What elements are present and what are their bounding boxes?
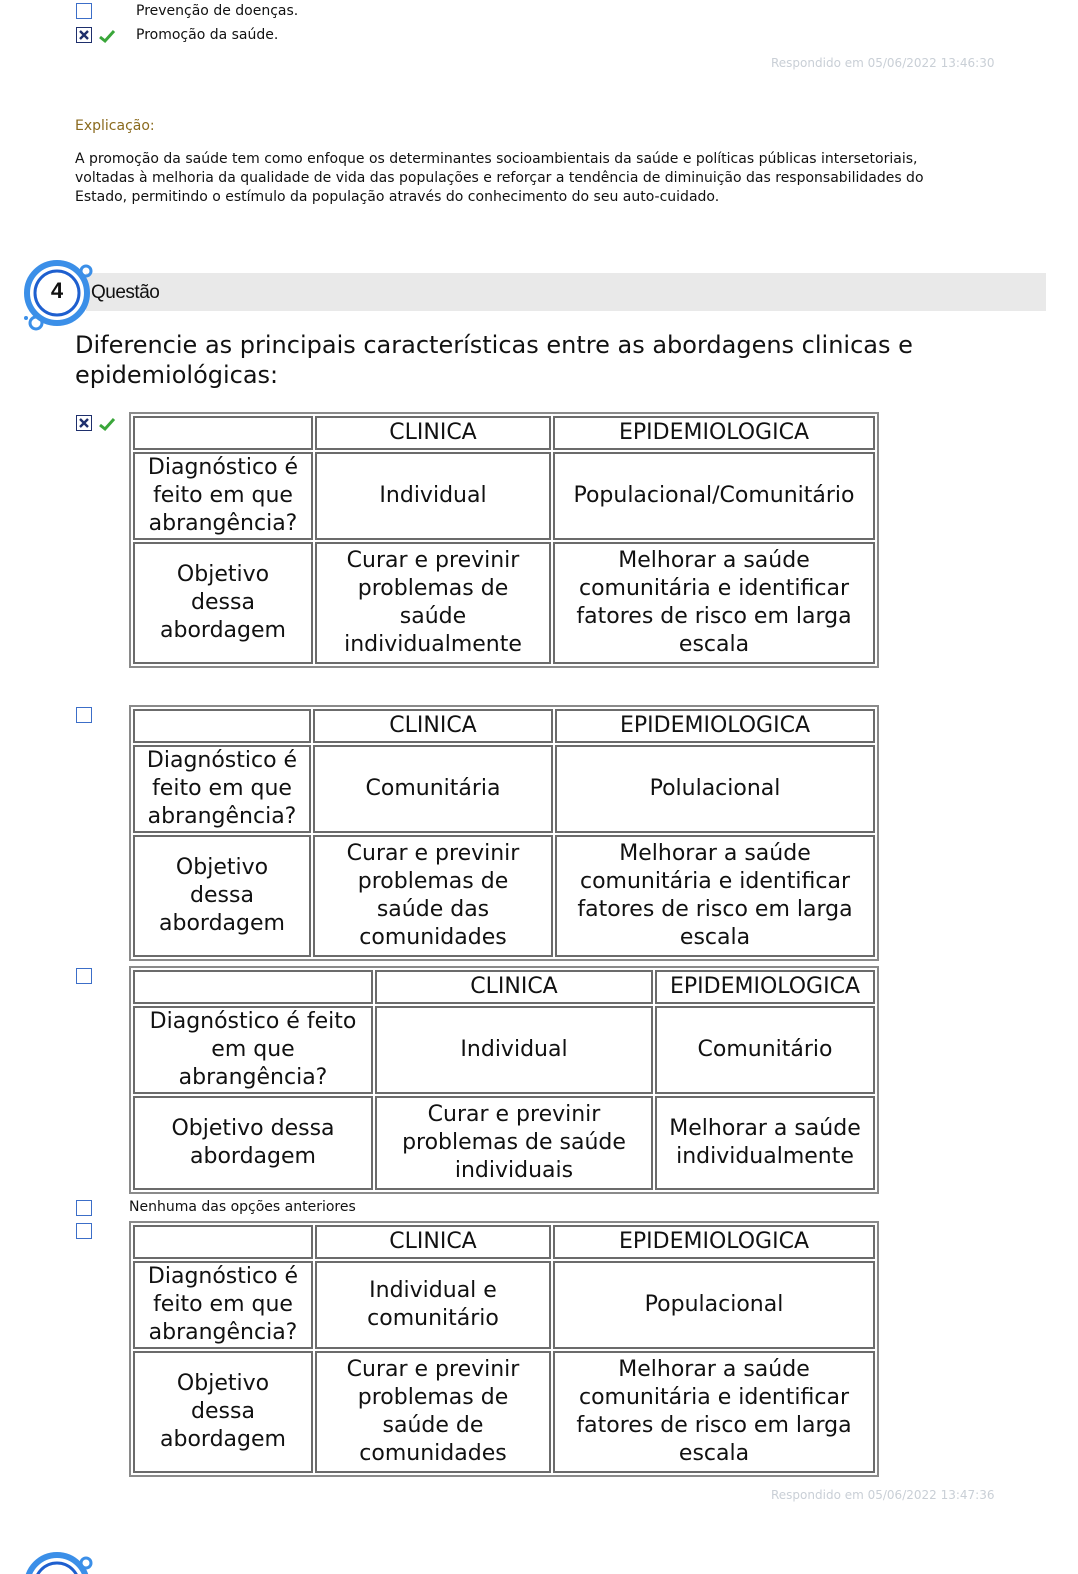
table-cell: Curar e previnir problemas de saúde de comunidades bbox=[315, 1351, 551, 1473]
table-cell: Melhorar a saúde comunitária e identificar fatores de risco em larga escala bbox=[553, 542, 875, 664]
table-cell-row-label: Diagnóstico é feito em que abrangência? bbox=[133, 1261, 313, 1349]
question-header-bar bbox=[86, 273, 1046, 311]
table-cell: Curar e previnir problemas de saúde individualmente bbox=[315, 542, 551, 664]
option-table-2[interactable] bbox=[129, 705, 879, 961]
question-text-line: epidemiológicas: bbox=[75, 361, 279, 389]
option-checkbox-2[interactable] bbox=[76, 707, 92, 723]
table-header-empty bbox=[133, 1225, 313, 1259]
explanation-line: Estado, permitindo o estímulo da população através do conhecimento do seu auto-cuidado. bbox=[75, 189, 720, 205]
answered-timestamp: Respondido em 05/06/2022 13:47:36 bbox=[771, 1488, 995, 1502]
option-label-prevencao: Prevenção de doenças. bbox=[136, 3, 299, 19]
correct-check-icon bbox=[98, 28, 116, 44]
explanation-line: voltadas à melhoria da qualidade de vida das populações e reforçar a tendência de diminuição das responsabilidades do bbox=[75, 170, 924, 186]
table-header-empty bbox=[133, 970, 373, 1004]
table-cell: Populacional bbox=[553, 1261, 875, 1349]
option-label-promocao: Promoção da saúde. bbox=[136, 27, 279, 43]
table-cell-row-label: Objetivo dessa abordagem bbox=[133, 542, 313, 664]
x-mark-icon bbox=[78, 29, 90, 41]
option-checkbox-5[interactable] bbox=[76, 1223, 92, 1239]
option-checkbox-3[interactable] bbox=[76, 968, 92, 984]
table-cell: Individual bbox=[315, 452, 551, 540]
table-cell-row-label: Diagnóstico é feito em que abrangência? bbox=[133, 1006, 373, 1094]
option-table-1[interactable] bbox=[129, 412, 879, 668]
table-cell: Melhorar a saúde individualmente bbox=[655, 1096, 875, 1190]
option-table-5[interactable] bbox=[129, 1221, 879, 1477]
table-cell: Melhorar a saúde comunitária e identificar fatores de risco em larga escala bbox=[553, 1351, 875, 1473]
option-checkbox-promocao[interactable] bbox=[76, 27, 92, 43]
table-header-epidemiologica: EPIDEMIOLOGICA bbox=[655, 970, 875, 1004]
explanation-title: Explicação: bbox=[75, 118, 155, 134]
table-cell-row-label: Diagnóstico é feito em que abrangência? bbox=[133, 745, 311, 833]
table-cell: Populacional/Comunitário bbox=[553, 452, 875, 540]
option-label-nenhuma: Nenhuma das opções anteriores bbox=[129, 1199, 356, 1215]
table-header-epidemiologica: EPIDEMIOLOGICA bbox=[555, 709, 875, 743]
table-cell: Curar e previnir problemas de saúde das comunidades bbox=[313, 835, 553, 957]
option-checkbox-4[interactable] bbox=[76, 1200, 92, 1216]
table-cell: Melhorar a saúde comunitária e identificar fatores de risco em larga escala bbox=[555, 835, 875, 957]
table-cell: Curar e previnir problemas de saúde individuais bbox=[375, 1096, 653, 1190]
option-table-3[interactable] bbox=[129, 966, 879, 1194]
table-header-clinica: CLINICA bbox=[315, 416, 551, 450]
question-text-line: Diferencie as principais características entre as abordagens clinicas e bbox=[75, 331, 913, 359]
table-cell: Individual e comunitário bbox=[315, 1261, 551, 1349]
question-text bbox=[75, 330, 1055, 390]
table-cell: Comunitária bbox=[313, 745, 553, 833]
table-cell-row-label: Objetivo dessa abordagem bbox=[133, 1096, 373, 1190]
answered-timestamp: Respondido em 05/06/2022 13:46:30 bbox=[771, 56, 995, 70]
table-cell-row-label: Objetivo dessa abordagem bbox=[133, 835, 311, 957]
explanation-text bbox=[75, 150, 1065, 207]
explanation-line: A promoção da saúde tem como enfoque os determinantes socioambientais da saúde e políticas públicas intersetoriais, bbox=[75, 151, 918, 167]
table-header-empty bbox=[133, 709, 311, 743]
question-number: 4 bbox=[50, 278, 64, 303]
table-cell-row-label: Objetivo dessa abordagem bbox=[133, 1351, 313, 1473]
table-header-clinica: CLINICA bbox=[315, 1225, 551, 1259]
table-cell-row-label: Diagnóstico é feito em que abrangência? bbox=[133, 452, 313, 540]
table-cell: Polulacional bbox=[555, 745, 875, 833]
table-header-epidemiologica: EPIDEMIOLOGICA bbox=[553, 416, 875, 450]
table-header-clinica: CLINICA bbox=[313, 709, 553, 743]
table-cell: Comunitário bbox=[655, 1006, 875, 1094]
table-header-empty bbox=[133, 416, 313, 450]
next-question-badge-icon bbox=[20, 1548, 96, 1574]
question-label: Questão bbox=[91, 282, 160, 303]
option-checkbox-1[interactable] bbox=[76, 415, 92, 431]
table-cell: Individual bbox=[375, 1006, 653, 1094]
x-mark-icon bbox=[78, 417, 90, 429]
option-checkbox-prevencao[interactable] bbox=[76, 3, 92, 19]
table-header-clinica: CLINICA bbox=[375, 970, 653, 1004]
correct-check-icon bbox=[98, 416, 116, 432]
table-header-epidemiologica: EPIDEMIOLOGICA bbox=[553, 1225, 875, 1259]
